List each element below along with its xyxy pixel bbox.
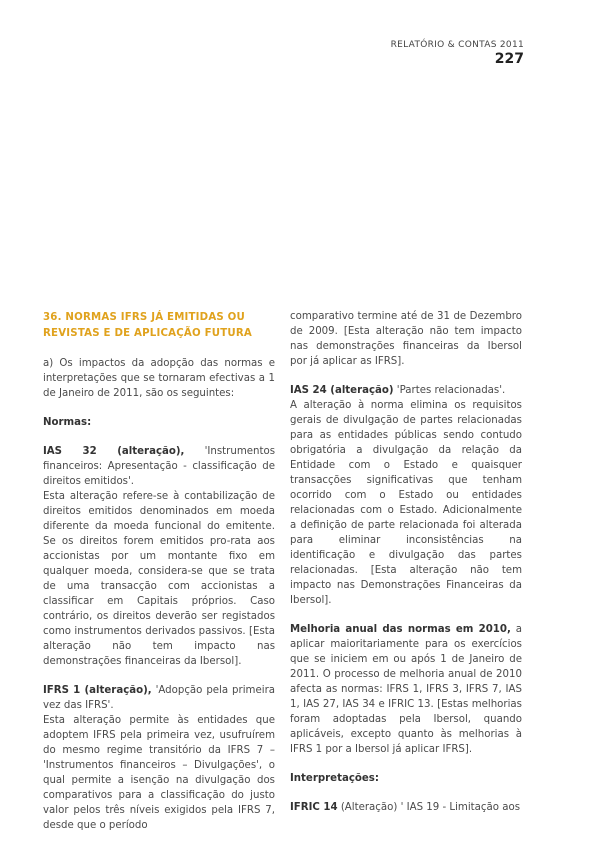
melhoria-label: Melhoria anual das normas em 2010, — [290, 624, 511, 635]
page-number: 227 — [494, 51, 524, 67]
ifrs1-heading — [43, 683, 275, 713]
ias24-body: A alteração à norma elimina os requisitos gerais de divulgação de partes relacionadas para as entidades públicas sendo contudo obrigatória a divulgação da relação da Entidade com o Estado e quaisquer transacções significativas que tenham ocorrido com o Estado ou entidades relacionadas com o Estado. Adicionalmente a definição de parte relacionada foi alterada para eliminar inconsistências na identificação e divulgação das partes relacionadas. [Esta alteração não tem impacto nas Demonstrações Financeiras da Ibersol]. — [290, 400, 522, 606]
ias24-label: IAS 24 (alteração) — [290, 385, 394, 396]
ifrs1-body: Esta alteração permite às entidades que adoptem IFRS pela primeira vez, usufruírem do mesmo regime transitório da IFRS 7 – 'Instrumentos financeiros – Divulgações', o qual permite a isenção na divulgação dos comparativos para a classificação do justo valor pelos três níveis exigidos pela IFRS 7, desde que o período — [43, 715, 275, 831]
ifrs1-title: 'Adopção pela primeira vez das IFRS'. — [43, 685, 275, 711]
ias32-title: 'Instrumentos financeiros: Apresentação - classificação de direitos emitidos'. — [43, 446, 276, 487]
melhoria-body: a aplicar maioritariamente para os exercícios que se iniciem em ou após 1 de Janeiro de 2011. O processo de melhoria anual de 2010 afecta as normas: IFRS 1, IFRS 3, IFRS 7, IAS 1, IAS 27, IAS 34 e IFRIC 13. [Estas melhorias foram adoptadas pela Ibersol, quando aplicáveis, excepto quanto às melhorias à IFRS 1 por a Ibersol já aplicar IFRS]. — [290, 624, 522, 755]
melhoria-paragraph — [290, 622, 522, 757]
ifric14-text: (Alteração) ' IAS 19 - Limitação aos — [337, 802, 521, 813]
left-column — [43, 310, 275, 833]
page-header — [391, 40, 524, 67]
ifrs1-label: IFRS 1 (alteração), — [43, 685, 152, 696]
ias32-label: IAS 32 (alteração), — [43, 446, 185, 457]
ias24-title: 'Partes relacionadas'. — [393, 385, 506, 396]
right-column — [290, 309, 522, 815]
normas-heading: Normas: — [43, 417, 92, 428]
continuation-paragraph: comparativo termine até de 31 de Dezembro de 2009. [Esta alteração não tem impacto nas demonstrações financeiras da Ibersol por já aplicar as IFRS]. — [290, 311, 522, 367]
ias32-heading — [43, 444, 275, 489]
intro-paragraph: a) Os impactos da adopção das normas e interpretações que se tornaram efectivas a 1 de Janeiro de 2011, são os seguintes: — [43, 358, 275, 399]
ias32-body: Esta alteração refere-se à contabilização de direitos emitidos denominados em moeda diferente da moeda funcional do emitente. Se os direitos forem emitidos pro-rata aos accionistas por um montante fixo em qualquer moeda, considera-se que se trata de uma transacção com accionistas a classificar em Capitais próprios. Caso contrário, os direitos deverão ser registados como instrumentos derivados passivos. [Esta alteração não tem impacto nas demonstrações financeiras da Ibersol]. — [43, 491, 275, 667]
ias24-heading — [290, 383, 522, 398]
ifric14-paragraph — [290, 800, 522, 815]
ifric14-label: IFRIC 14 — [290, 802, 338, 813]
interpretacoes-heading: Interpretações: — [290, 773, 379, 784]
section-title: 36. NORMAS IFRS JÁ EMITIDAS OU REVISTAS E DE APLICAÇÃO FUTURA — [43, 312, 252, 339]
report-title: RELATÓRIO & CONTAS 2011 — [390, 40, 524, 50]
